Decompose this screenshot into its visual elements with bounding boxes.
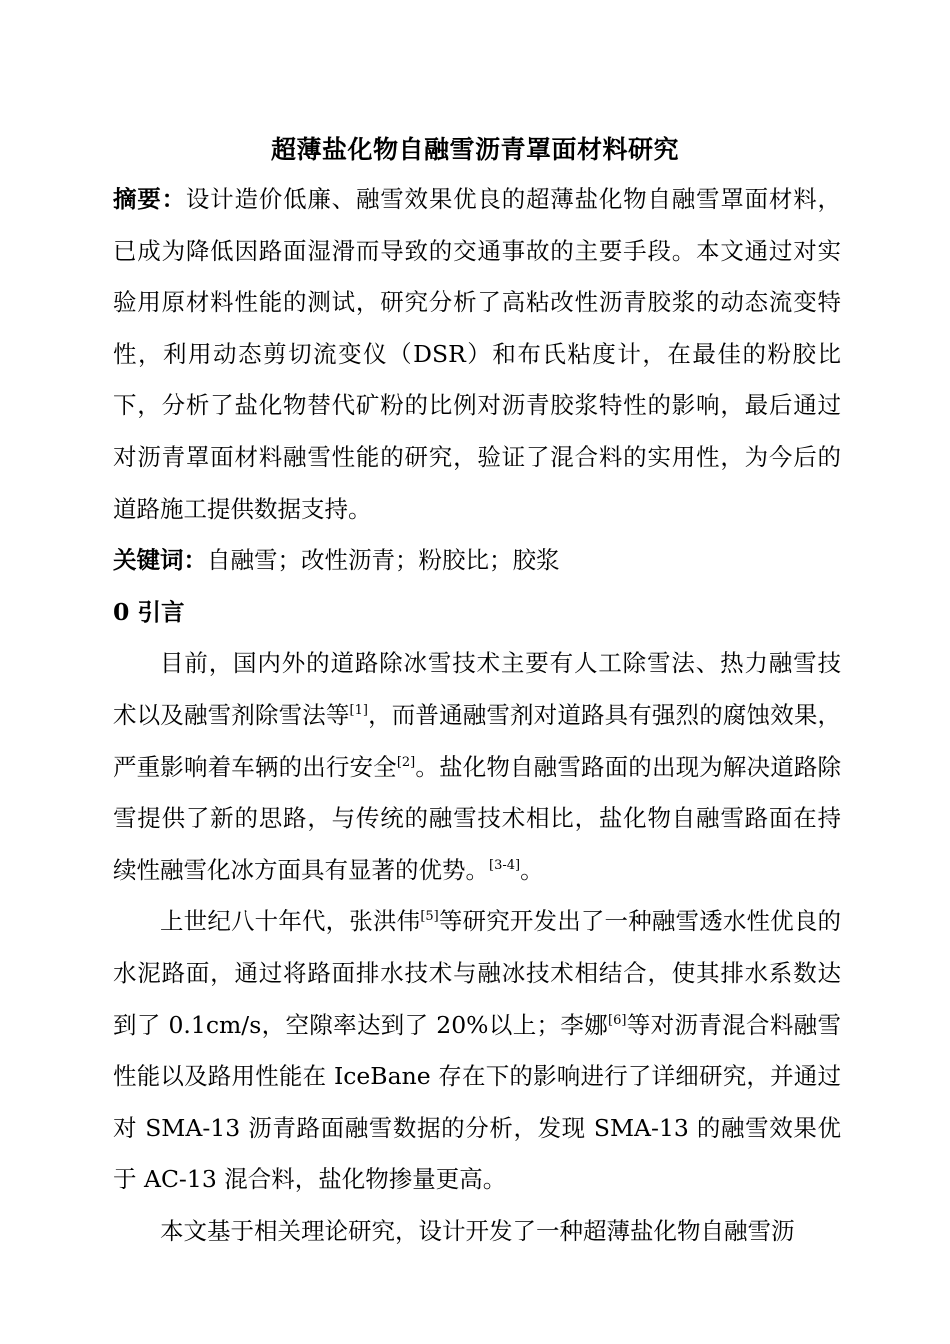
intro-p2-text-b: 等研究开发出了一种融雪透水性优良的水泥路面，通过将路面排水技术与融冰技术相结合，使其排水系数达到了 0.1cm/s，空隙率达到了 20%以上；李娜: [113, 907, 842, 1039]
intro-p2-text-c: 等对沥青混合料融雪性能以及路用性能在 IceBane 存在下的影响进行了详细研究，并通过对 SMA-13 沥青路面融雪数据的分析，发现 SMA-13 的融雪效果优于 AC-13 混合料，盐化物掺量更高。: [113, 1010, 842, 1194]
intro-paragraph-1: [113, 638, 841, 896]
abstract-paragraph: [113, 174, 841, 535]
intro-p2-text-a: 上世纪八十年代，张洪伟: [160, 907, 421, 936]
citation-5: [5]: [420, 909, 439, 925]
keywords-label: 关键词：: [113, 546, 207, 575]
keywords-text: 自融雪；改性沥青；粉胶比；胶浆: [207, 546, 560, 575]
abstract-text: 设计造价低廉、融雪效果优良的超薄盐化物自融雪罩面材料，已成为降低因路面湿滑而导致的交通事故的主要手段。本文通过对实验用原材料性能的测试，研究分析了高粘改性沥青胶浆的动态流变特性，利用动态剪切流变仪（DSR）和布氏粘度计，在最佳的粉胶比下，分析了盐化物替代矿粉的比例对沥青胶浆特性的影响，最后通过对沥青罩面材料融雪性能的研究，验证了混合料的实用性，为今后的道路施工提供数据支持。: [113, 185, 842, 523]
section-heading: 0 引言: [113, 597, 185, 626]
citation-3-4: [3-4]: [489, 857, 521, 873]
intro-paragraph-2: [113, 896, 841, 1206]
citation-2: [2]: [396, 754, 416, 770]
abstract-label: 摘要：: [113, 185, 186, 213]
intro-p1-text-c: 。盐化物自融雪路面的出现为解决道路除雪提供了新的思路，与传统的融雪技术相比，盐化物自融雪路面在持续性融雪化冰方面具有显著的优势。: [113, 752, 842, 884]
intro-paragraph-3: 本文基于相关理论研究，设计开发了一种超薄盐化物自融雪沥: [160, 1216, 795, 1245]
paper-body: [113, 174, 841, 1257]
intro-p1-text-a: 目前，国内外的道路除冰雪技术主要有人工除雪法、热力融雪技术以及融雪剂除雪法等: [113, 649, 841, 729]
keywords-paragraph: [113, 535, 841, 587]
citation-6: [6]: [608, 1012, 627, 1028]
intro-p1-text-b: ，而普通融雪剂对道路具有强烈的腐蚀效果，严重影响着车辆的出行安全: [113, 700, 842, 781]
paper-title: 超薄盐化物自融雪沥青罩面材料研究: [270, 135, 679, 164]
intro-p1-text-d: 。: [520, 855, 544, 884]
citation-1: [1]: [349, 702, 368, 718]
